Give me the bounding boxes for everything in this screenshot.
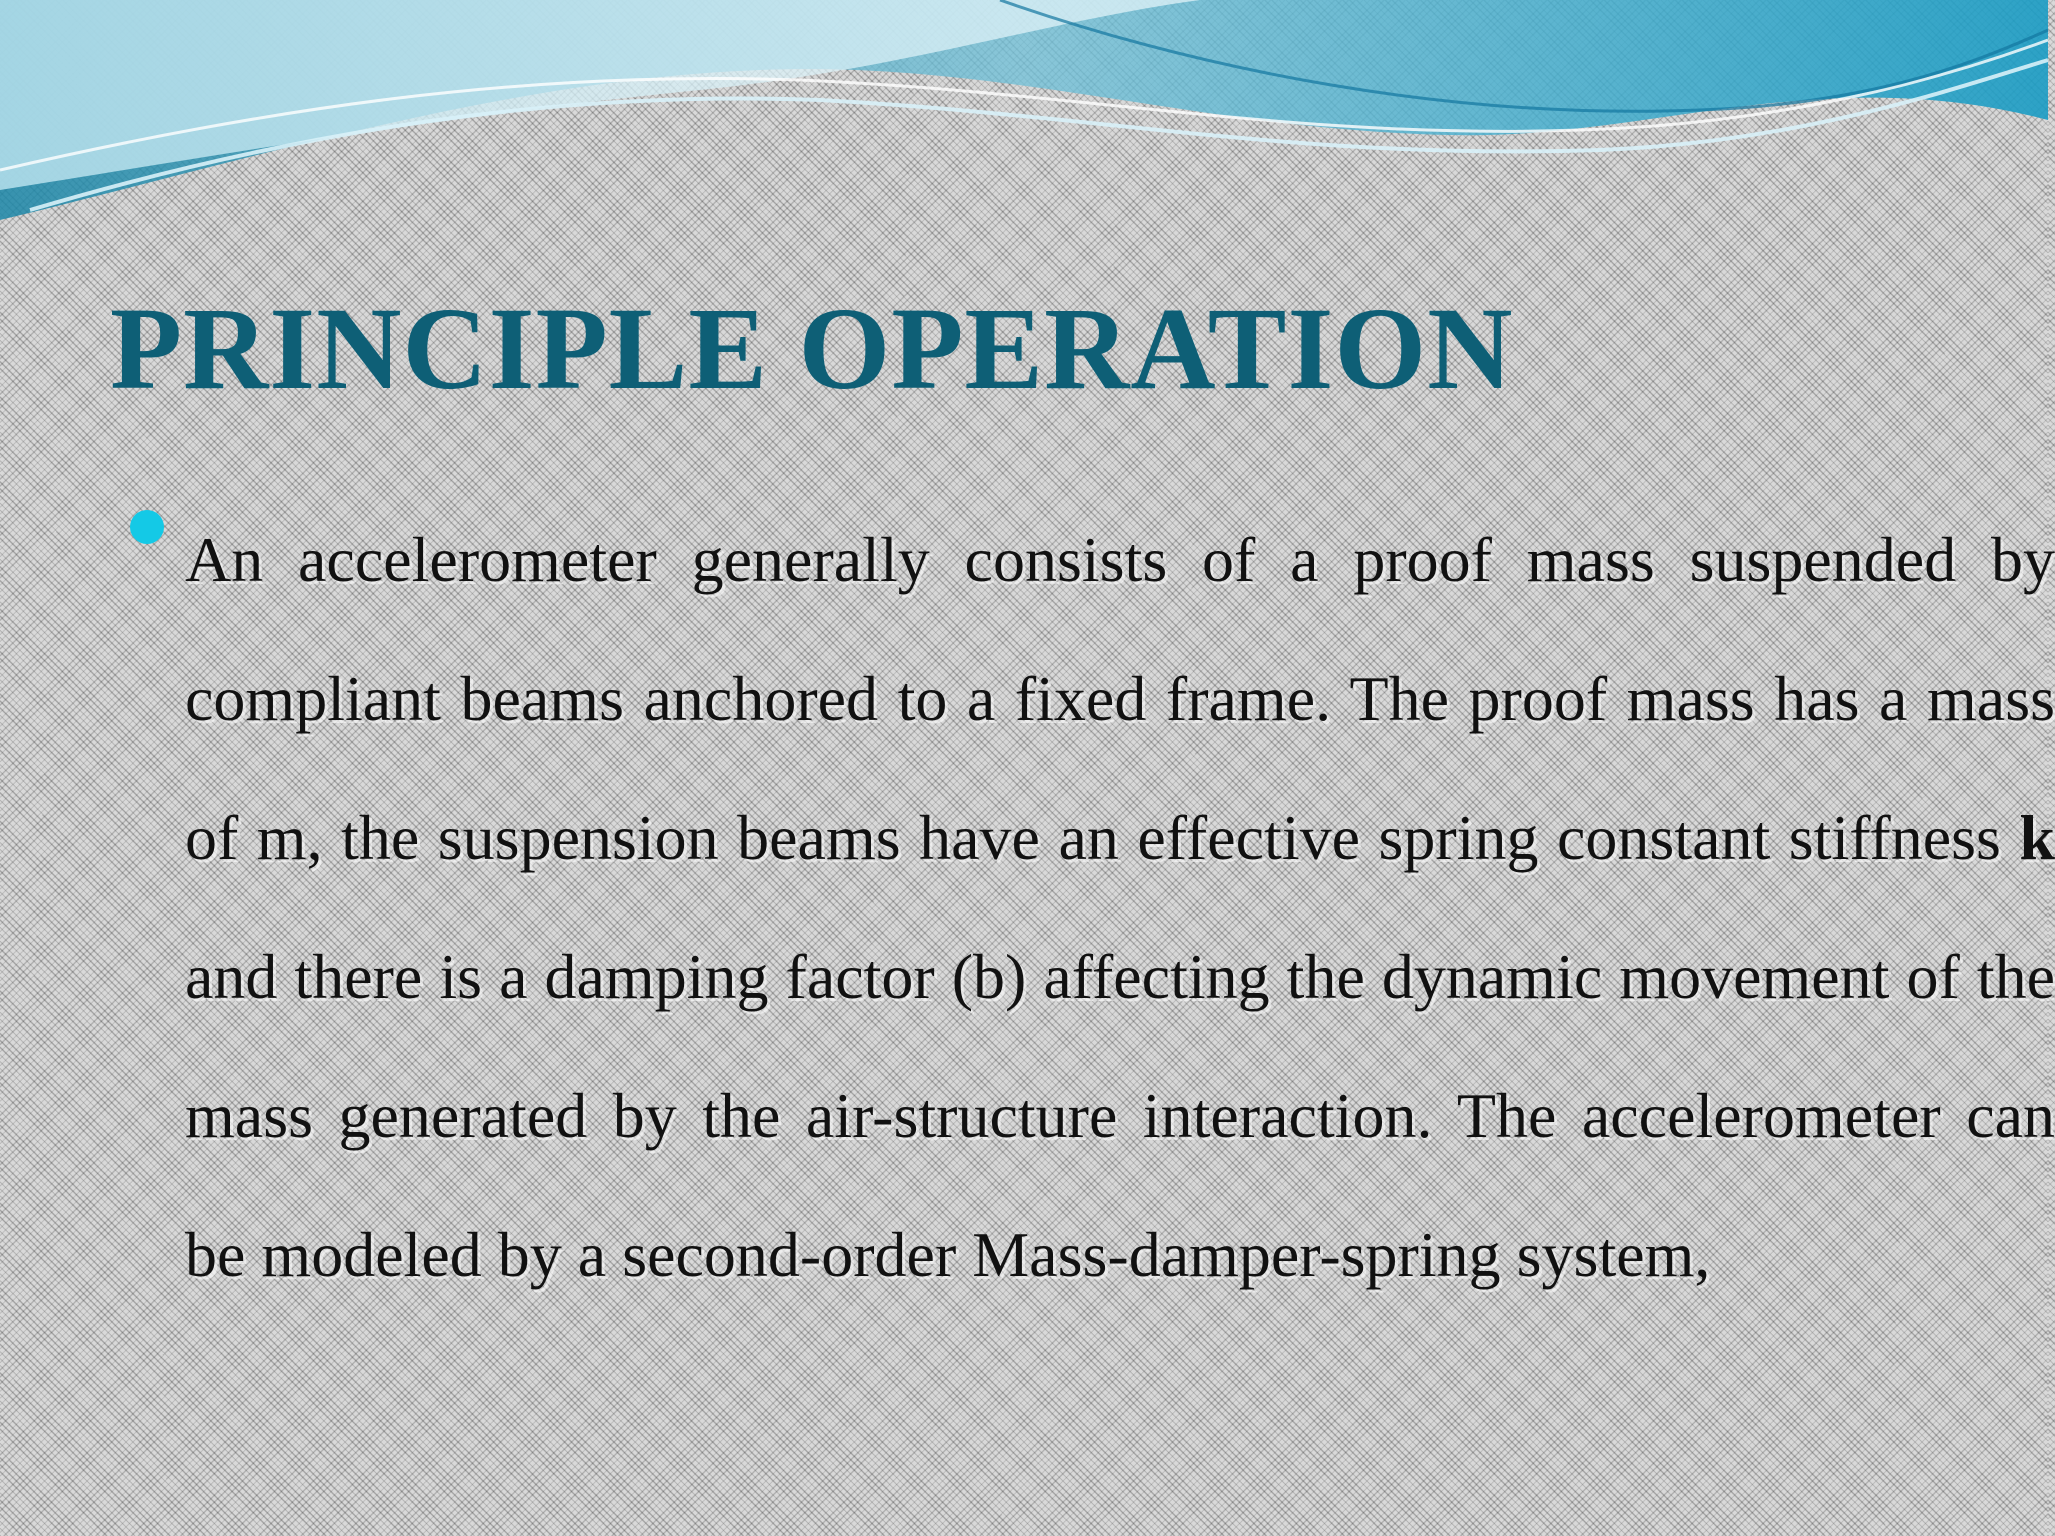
paragraph-bold-k: k <box>2019 802 2055 873</box>
paragraph-text-part-2: and there is a damping factor (b) affecting the dynamic movement of the mass generated by the air-structure interaction. The accelerometer can be modeled by a second-order Mass-damper-spring system, <box>185 941 2055 1290</box>
slide-title: PRINCIPLE OPERATION <box>110 283 1514 414</box>
bullet-paragraph <box>185 490 2055 1324</box>
paragraph-text-part-1: An accelerometer generally consists of a proof mass suspended by compliant beams anchored to a fixed frame. The proof mass has a mass of m, the suspension beams have an effective spring constant stiffness <box>185 524 2055 873</box>
decorative-wave-banner <box>0 0 2048 240</box>
bullet-dot-icon <box>130 510 164 544</box>
